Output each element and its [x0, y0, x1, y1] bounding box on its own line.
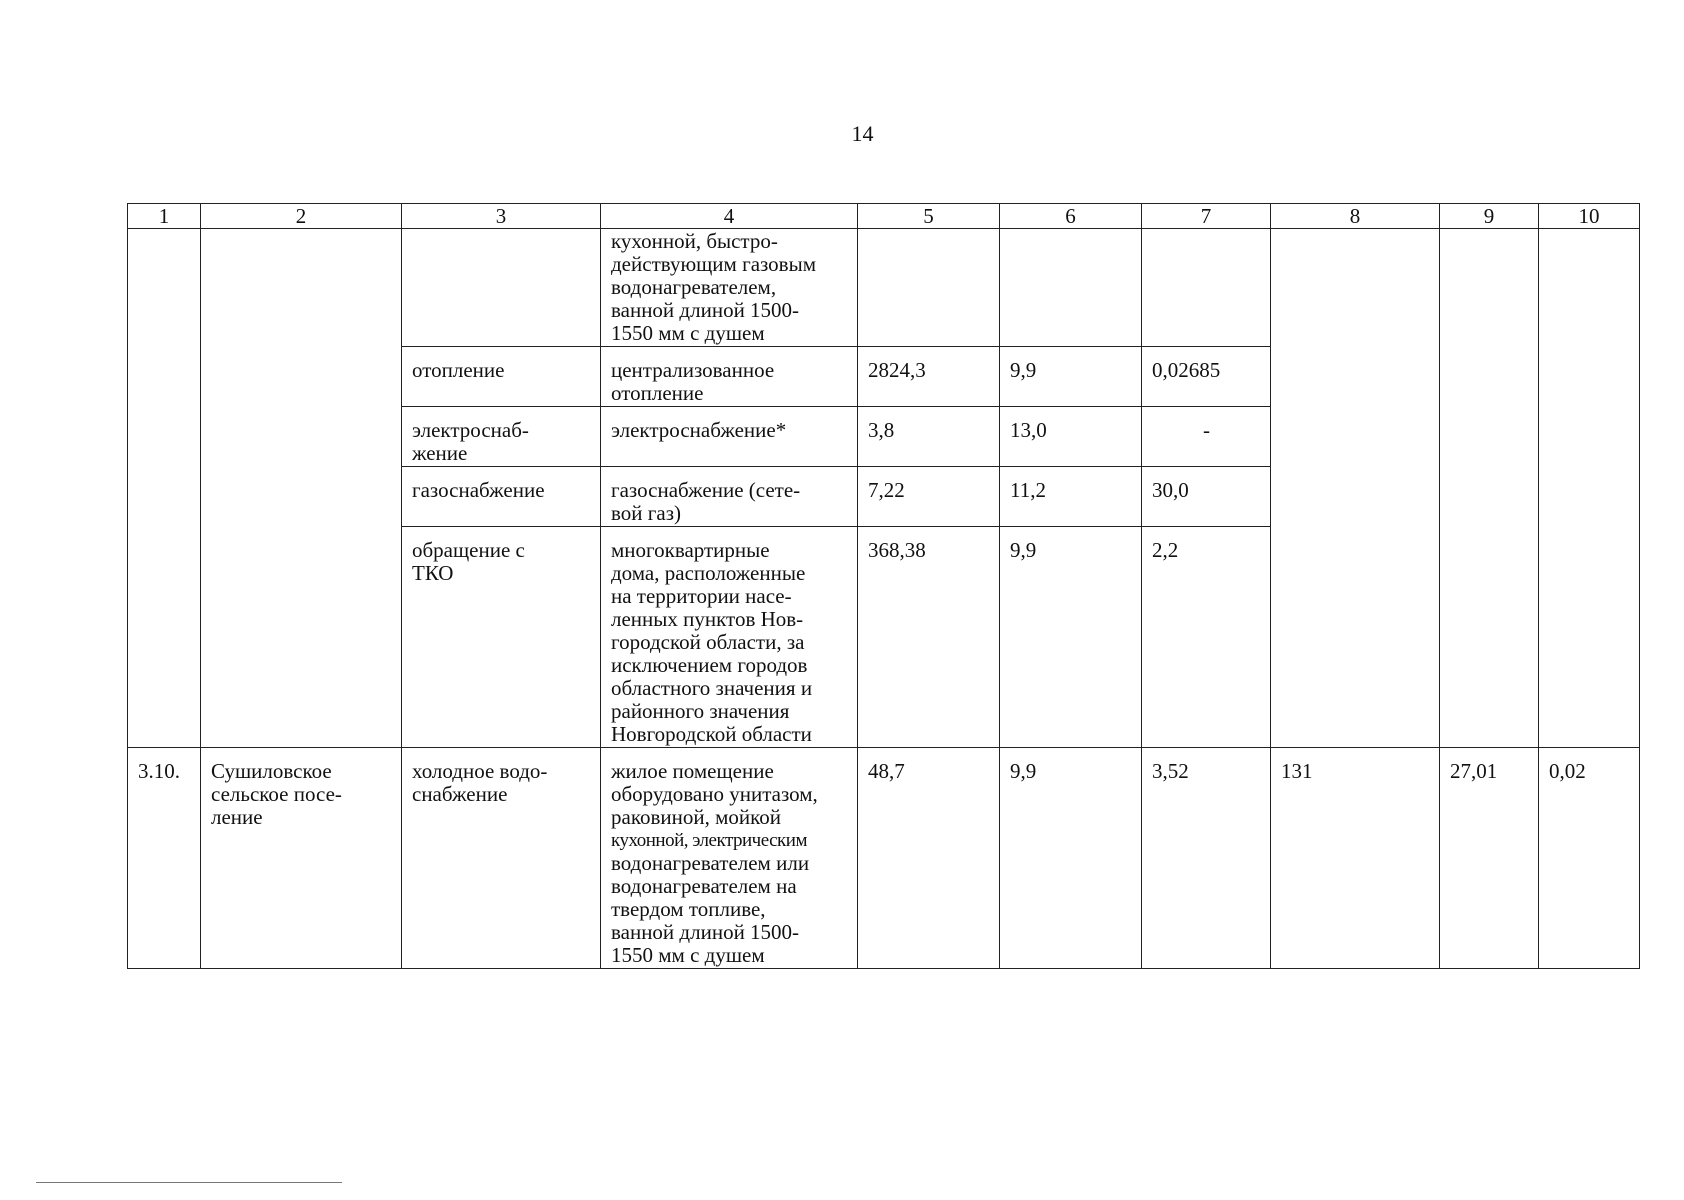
description-line: вой газ) — [611, 501, 681, 525]
description-line: городской области, за — [611, 630, 805, 654]
settlement-line: сельское посе- — [211, 782, 342, 806]
value-cell — [858, 229, 1000, 347]
description-line: 1550 мм с душем — [611, 321, 765, 345]
value-cell: 3,8 — [858, 407, 1000, 467]
service-cell — [402, 748, 601, 969]
description-line: исключением городов — [611, 653, 808, 677]
footer-rule — [36, 1182, 342, 1183]
value-cell: 9,9 — [1000, 748, 1142, 969]
description-line: районного значения — [611, 699, 790, 723]
description-line: водонагревателем, — [611, 275, 777, 299]
value-cell: 0,02685 — [1142, 347, 1271, 407]
table-row — [128, 748, 1640, 969]
column-number-cell: 5 — [858, 204, 1000, 229]
column-number-cell: 7 — [1142, 204, 1271, 229]
description-cell — [601, 527, 858, 748]
description-line: дома, расположенные — [611, 561, 806, 585]
value-cell: 11,2 — [1000, 467, 1142, 527]
row-number-cell — [128, 229, 201, 748]
description-line: на территории насе- — [611, 584, 792, 608]
value-cell: - — [1142, 407, 1271, 467]
value-cell: 0,02 — [1539, 748, 1640, 969]
value-cell: 3,52 — [1142, 748, 1271, 969]
description-line: отопление — [611, 381, 704, 405]
description-line: ванной длиной 1500- — [611, 920, 800, 944]
value-cell: 27,01 — [1440, 748, 1539, 969]
value-cell — [1539, 229, 1640, 748]
description-line: твердом топливе, — [611, 897, 766, 921]
service-line: газоснабжение — [412, 478, 545, 502]
description-cell — [601, 347, 858, 407]
value-cell: 9,9 — [1000, 347, 1142, 407]
column-number-cell: 9 — [1440, 204, 1539, 229]
description-line: ванной длиной 1500- — [611, 298, 800, 322]
value-cell: 48,7 — [858, 748, 1000, 969]
service-line: отопление — [412, 358, 505, 382]
value-cell — [1440, 229, 1539, 748]
description-line: электроснабжение* — [611, 418, 787, 442]
description-line: оборудовано унитазом, — [611, 782, 818, 806]
column-number-cell: 4 — [601, 204, 858, 229]
description-line: кухонной, электрическим — [611, 830, 807, 851]
settlement-cell — [201, 748, 402, 969]
service-line: электроснаб- — [412, 418, 529, 442]
column-number-cell: 2 — [201, 204, 402, 229]
settlement-cell — [201, 229, 402, 748]
description-line: газоснабжение (сете- — [611, 478, 801, 502]
service-line: обращение с — [412, 538, 525, 562]
value-cell: 30,0 — [1142, 467, 1271, 527]
value-cell: 13,0 — [1000, 407, 1142, 467]
column-number-cell: 6 — [1000, 204, 1142, 229]
description-line: Новгородской области — [611, 722, 812, 746]
value-cell — [1000, 229, 1142, 347]
column-number-cell: 3 — [402, 204, 601, 229]
value-cell — [1271, 229, 1440, 748]
description-cell — [601, 467, 858, 527]
tariff-table — [127, 203, 1640, 969]
value-cell: 9,9 — [1000, 527, 1142, 748]
row-number-cell: 3.10. — [128, 748, 201, 969]
service-line: жение — [412, 441, 468, 465]
service-cell — [402, 229, 601, 347]
description-line: централизованное — [611, 358, 775, 382]
description-line: ленных пунктов Нов- — [611, 607, 804, 631]
page-number: 14 — [851, 121, 874, 146]
description-line: кухонной, быстро- — [611, 229, 778, 253]
description-cell — [601, 748, 858, 969]
settlement-line: Сушиловское — [211, 759, 332, 783]
description-line: водонагревателем на — [611, 874, 797, 898]
description-line: действующим газовым — [611, 252, 816, 276]
value-cell: 2824,3 — [858, 347, 1000, 407]
service-cell — [402, 527, 601, 748]
column-number-row — [128, 204, 1640, 229]
description-line: многоквартирные — [611, 538, 770, 562]
table-row — [128, 229, 1640, 347]
service-cell — [402, 467, 601, 527]
description-cell — [601, 407, 858, 467]
value-cell — [1142, 229, 1271, 347]
service-cell — [402, 407, 601, 467]
value-cell: 131 — [1271, 748, 1440, 969]
description-line: водонагревателем или — [611, 851, 810, 875]
column-number-cell: 1 — [128, 204, 201, 229]
value-cell: 7,22 — [858, 467, 1000, 527]
settlement-line: ление — [211, 805, 263, 829]
service-line: ТКО — [412, 561, 454, 585]
description-line: областного значения и — [611, 676, 813, 700]
value-cell: 2,2 — [1142, 527, 1271, 748]
service-cell — [402, 347, 601, 407]
value-cell: 368,38 — [858, 527, 1000, 748]
service-line: холодное водо- — [412, 759, 548, 783]
column-number-cell: 8 — [1271, 204, 1440, 229]
service-line: снабжение — [412, 782, 508, 806]
description-line: 1550 мм с душем — [611, 943, 765, 967]
column-number-cell: 10 — [1539, 204, 1640, 229]
description-cell — [601, 229, 858, 347]
description-line: раковиной, мойкой — [611, 805, 781, 829]
description-line: жилое помещение — [611, 759, 774, 783]
